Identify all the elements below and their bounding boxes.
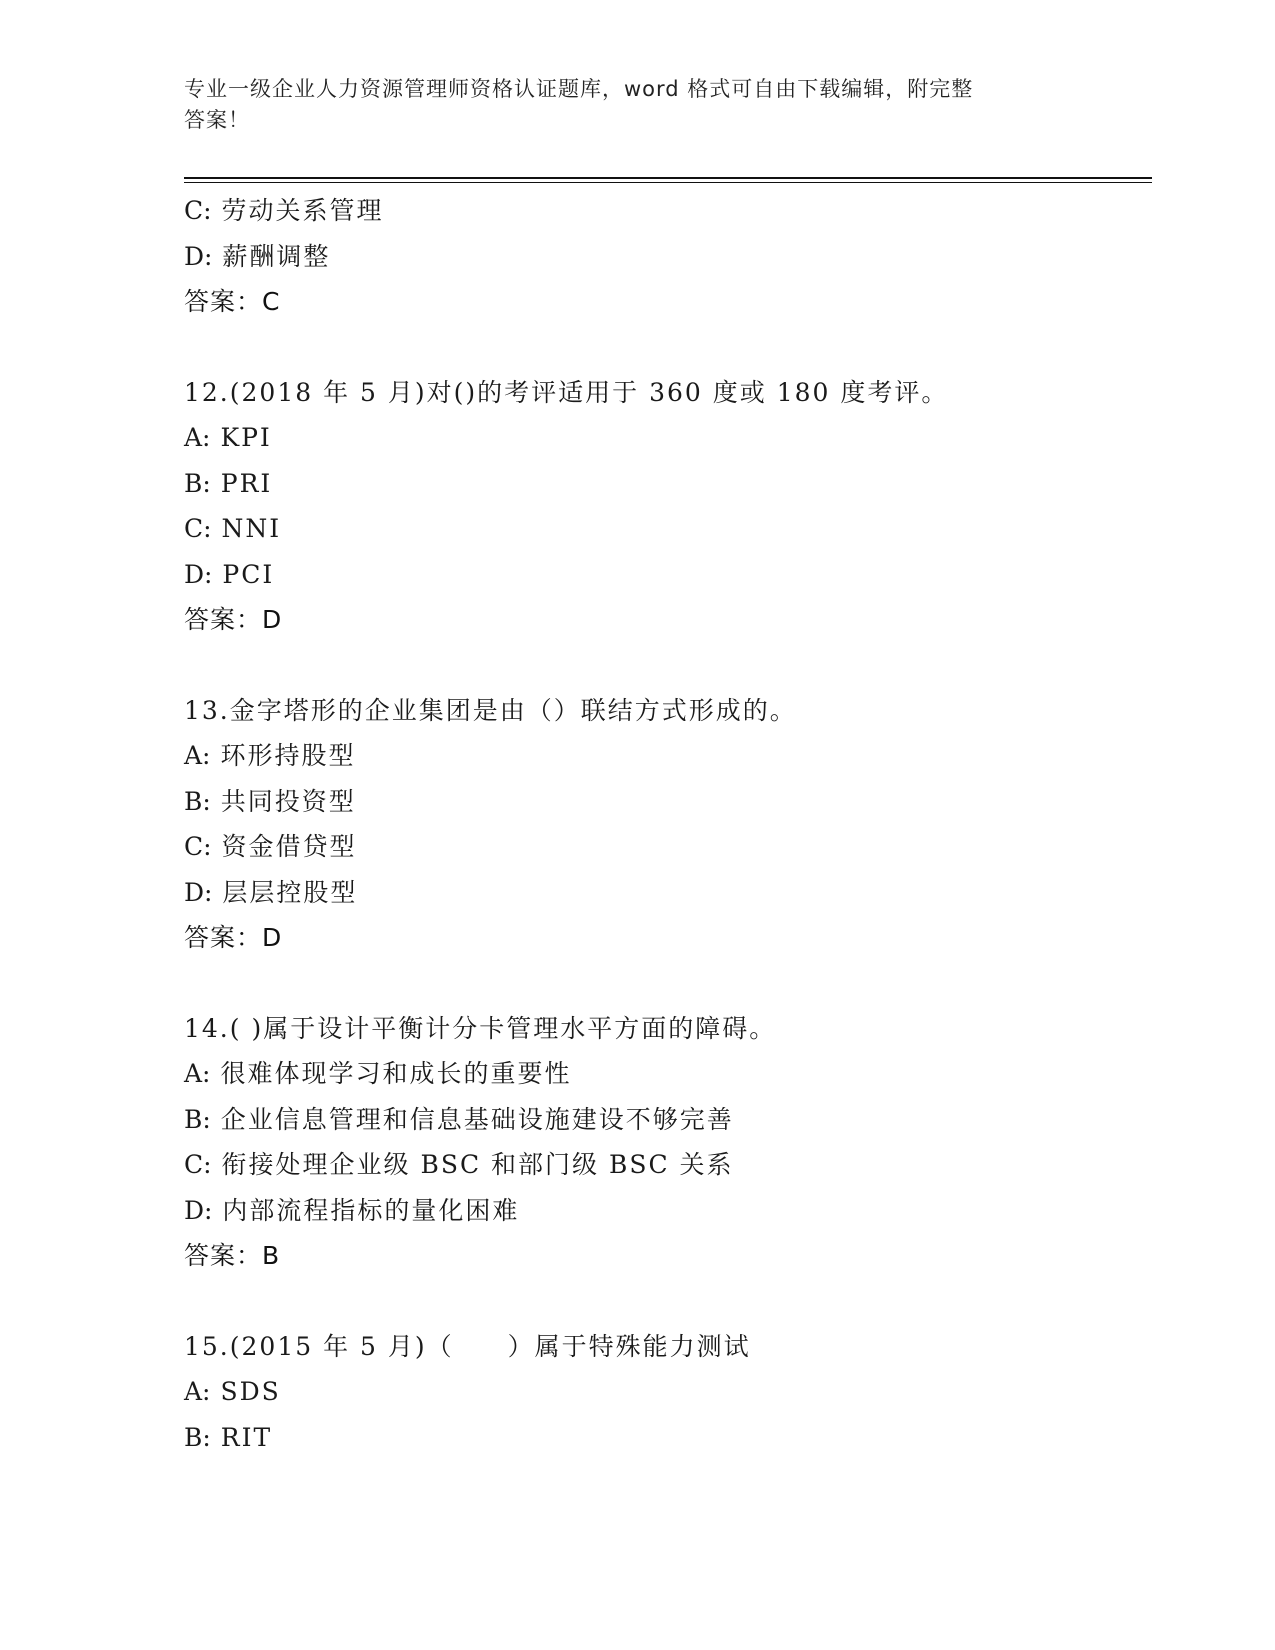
answer-line: 答案：D — [184, 605, 283, 634]
question-stem: 14.( )属于设计平衡计分卡管理水平方面的障碍。 — [184, 1013, 777, 1043]
option-text: SDS — [220, 1377, 281, 1406]
option-letter: B: — [184, 468, 211, 498]
option-letter: C: — [184, 1150, 212, 1179]
option-letter: D: — [184, 877, 213, 907]
question-stem: 12.(2018 年 5 月)对()的考评适用于 360 度或 180 度考评。 — [184, 377, 949, 407]
question-14 — [184, 1006, 1144, 1279]
question-stem: 13.金字塔形的企业集团是由（）联结方式形成的。 — [184, 695, 797, 725]
option-b — [184, 779, 1144, 825]
option-d — [184, 552, 1144, 598]
question-15 — [184, 1324, 1144, 1461]
option-d — [184, 234, 1144, 280]
option-text: 很难体现学习和成长的重要性 — [220, 1059, 572, 1088]
option-a — [184, 733, 1144, 779]
option-c — [184, 506, 1144, 552]
option-a — [184, 1051, 1144, 1097]
question-carryover — [184, 188, 1144, 325]
question-12 — [184, 370, 1144, 643]
option-letter: B: — [184, 786, 211, 816]
option-b — [184, 1097, 1144, 1143]
option-text: 资金借贷型 — [221, 832, 357, 861]
option-text: NNI — [221, 514, 282, 543]
option-letter: D: — [184, 559, 213, 589]
question-list — [184, 188, 1144, 1460]
spacer — [184, 1279, 1144, 1324]
option-letter: D: — [184, 241, 213, 271]
option-letter: C: — [184, 832, 212, 861]
spacer — [184, 961, 1144, 1006]
option-letter: B: — [184, 1422, 211, 1452]
option-text: 劳动关系管理 — [221, 196, 384, 225]
option-letter: A: — [184, 423, 211, 452]
option-text: 环形持股型 — [220, 741, 356, 770]
option-text: 共同投资型 — [220, 786, 356, 816]
option-text: PRI — [220, 468, 273, 498]
option-c — [184, 188, 1144, 234]
option-text: 内部流程指标的量化困难 — [222, 1195, 520, 1225]
option-c — [184, 1142, 1144, 1188]
option-text: RIT — [220, 1422, 273, 1452]
option-c — [184, 824, 1144, 870]
question-13 — [184, 688, 1144, 961]
option-text: 薪酬调整 — [222, 241, 331, 271]
option-letter: C: — [184, 196, 212, 225]
option-a — [184, 415, 1144, 461]
header-line-2: 答案！ — [184, 108, 250, 132]
option-text: KPI — [220, 423, 272, 452]
spacer — [184, 325, 1144, 370]
option-text: 层层控股型 — [222, 877, 358, 907]
header-divider-thin — [184, 182, 1152, 183]
option-d — [184, 1188, 1144, 1234]
page-header — [184, 74, 1064, 136]
header-line-1: 专业一级企业人力资源管理师资格认证题库，word 格式可自由下载编辑，附完整 — [184, 77, 974, 101]
option-text: 衔接处理企业级 BSC 和部门级 BSC 关系 — [221, 1150, 734, 1179]
answer-line: 答案：C — [184, 287, 281, 316]
option-letter: A: — [184, 1059, 211, 1088]
option-b — [184, 1415, 1144, 1461]
option-b — [184, 461, 1144, 507]
option-letter: B: — [184, 1104, 211, 1134]
option-letter: C: — [184, 514, 212, 543]
answer-line: 答案：B — [184, 1241, 281, 1270]
option-d — [184, 870, 1144, 916]
option-letter: A: — [184, 741, 211, 770]
question-stem: 15.(2015 年 5 月)（ ）属于特殊能力测试 — [184, 1331, 751, 1361]
option-letter: A: — [184, 1377, 211, 1406]
option-a — [184, 1369, 1144, 1415]
header-divider-thick — [184, 177, 1152, 179]
option-text: PCI — [222, 559, 275, 589]
spacer — [184, 643, 1144, 688]
option-letter: D: — [184, 1195, 213, 1225]
option-text: 企业信息管理和信息基础设施建设不够完善 — [220, 1104, 734, 1134]
answer-line: 答案：D — [184, 923, 283, 952]
